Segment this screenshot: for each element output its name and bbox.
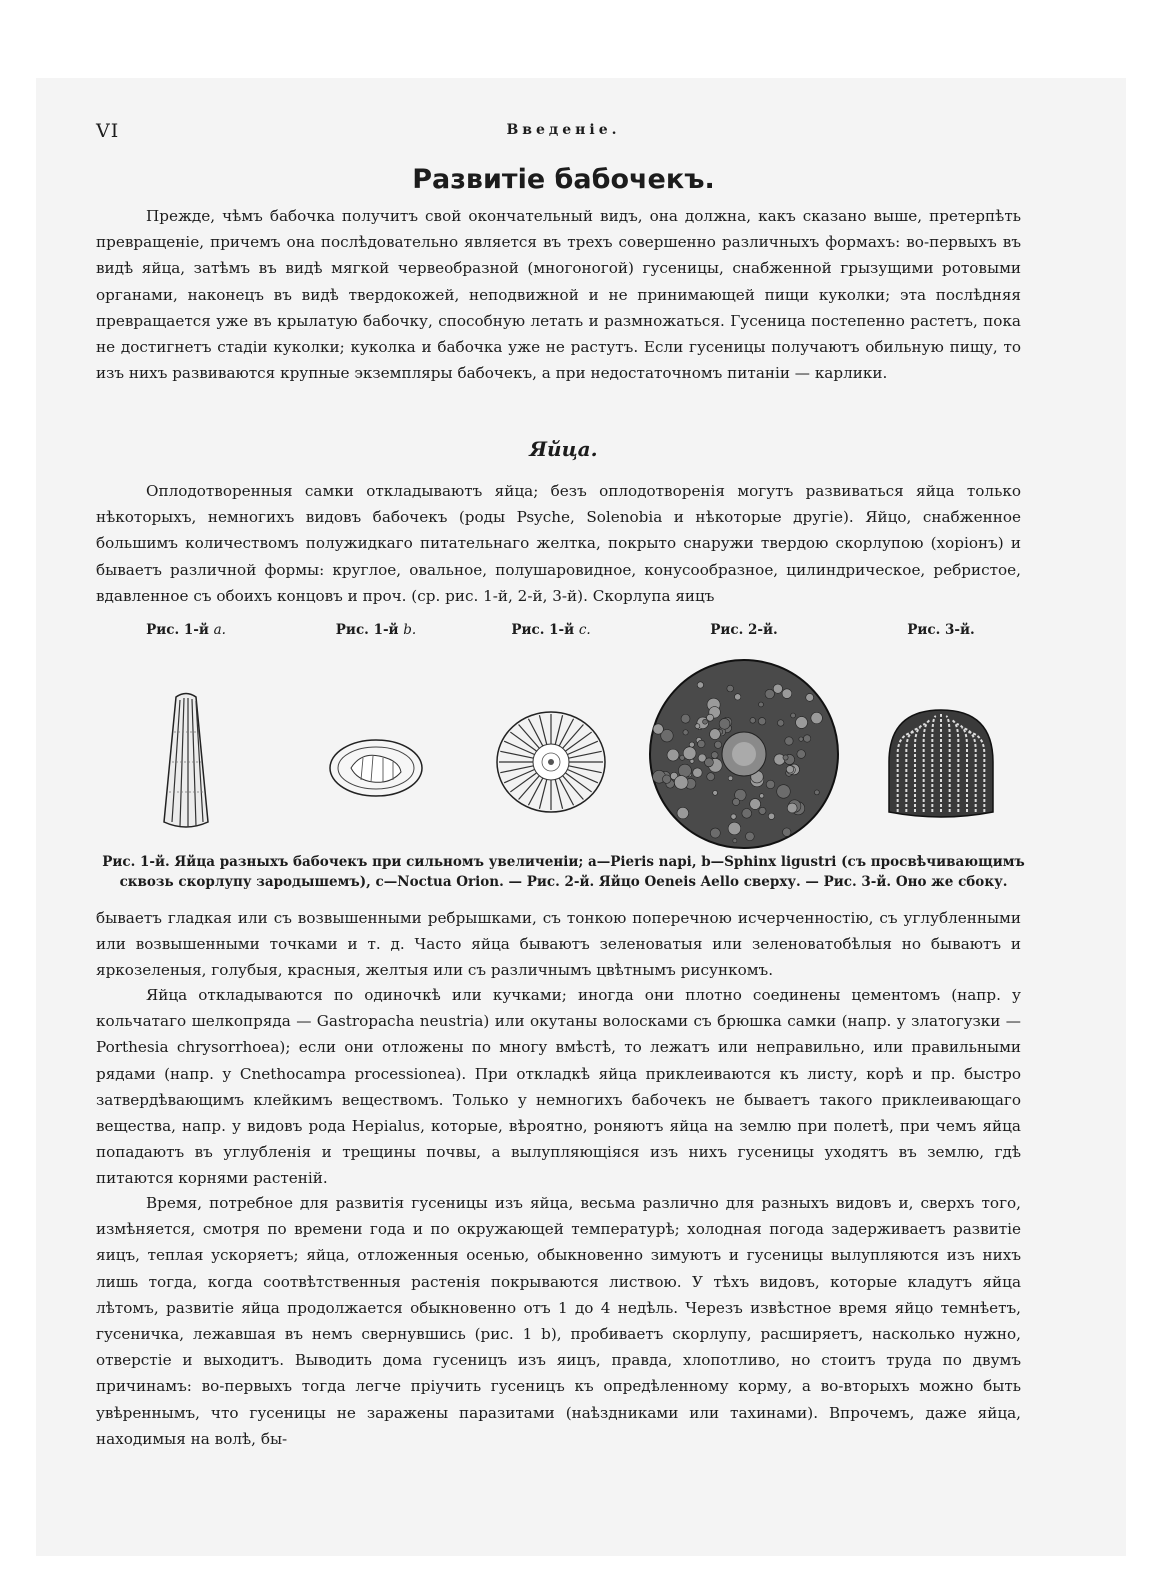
paragraph-eggs-3: Яйца откладываются по одиночкѣ или кучками; иногда они плотно соединены цементомъ (напр. у кольчатаго шелкопряда — Gastropacha neustria) или окутаны волосками съ брюшка самки (напр. у златогузки — Porthesia chrysorrhoea); если они отложены по многу вмѣстѣ, то лежатъ или неправильно, или правильными рядами (напр. у Cnethocampa processionea). При откладкѣ яйца приклеиваются къ листу, корѣ и пр. быстро затвердѣвающимъ клейкимъ веществомъ. Только у немногихъ бабочекъ не бываетъ такого приклеивающаго вещества, напр. у видовъ рода Hepialus, которые, вѣроятно, роняютъ яйца на землю при полетѣ, при чемъ яйца попадаютъ въ углубленія и трещины почвы, а вылупляющіяся изъ нихъ гусеницы уходятъ въ землю, гдѣ питаются корнями растеній. [96,986,1021,1188]
paragraph-eggs-1: Оплодотворенныя самки откладываютъ яйца; безъ оплодотворенія могутъ развиваться яйца только нѣкоторыхъ, немногихъ видовъ бабочекъ (роды Psyche, Solenobia и нѣкоторые другіе). Яйцо, снабженное большимъ количествомъ полужидкаго питательнаго желтка, покрыто снаружи твердою скорлупою (хоріонъ) и бываетъ различной формы: круглое, овальное, полушаровидное, конусообразное, цилиндрическое, ребристое, вдавленное съ обоихъ концовъ и проч. (ср. рис. 1-й, 2-й, 3-й). Скорлупа яицъ [96,482,1021,605]
paragraph-intro: Прежде, чѣмъ бабочка получитъ свой окончательный видъ, она должна, какъ сказано выше, претерпѣть превращеніе, причемъ она послѣдовательно является въ трехъ совершенно различныхъ формахъ: во-первыхъ въ видѣ яйца, затѣмъ въ видѣ мягкой червеобразной (многоногой) гусеницы, снабженной грызущими ротовыми органами, наконецъ въ видѣ твердокожей, неподвижной и не принимающей пищи куколки; эта послѣдняя превращается уже въ крылатую бабочку, способную летать и размножаться. Гусеница постепенно растетъ, пока не достигнетъ стадіи куколки; куколка и бабочка уже не растутъ. Если гусеницы получаютъ обильную пищу, то изъ нихъ развиваются крупные экземпляры бабочекъ, а при недостаточномъ питаніи — карлики. [96,207,1021,383]
egg-oeneis-side-illustration [881,652,1001,852]
paragraph-eggs-2: бываетъ гладкая или съ возвышенными ребрышками, съ тонкою поперечною исчерченностію, съ углубленными или возвышенными точками и т. д. Часто яйца бываютъ зеленоватыя или зеленоватобѣлыя но бываютъ и яркозеленыя, голубыя, красныя, желтыя или съ различнымъ цвѣтнымъ рисункомъ. [96,909,1021,980]
egg-pieris-illustration [136,652,236,852]
figure-1b-label: Рис. 1-й b. [335,622,417,638]
page-number: VI [96,120,120,142]
paragraph-eggs-4: Время, потребное для развитія гусеницы изъ яйца, весьма различно для разныхъ видовъ и, сверхъ того, измѣняется, смотря по времени года и по окружающей температурѣ; холодная погода задерживаетъ развитіе яицъ, теплая ускоряетъ; яйца, отложенныя осенью, обыкновенно зимуютъ и гусеницы вылупляются изъ нихъ лишь тогда, когда соотвѣтственныя растенія покрываются листвою. У тѣхъ видовъ, которые кладутъ яйца лѣтомъ, развитіе яйца продолжается обыкновенно отъ 1 до 4 недѣль. Черезъ извѣстное время яйцо темнѣетъ, гусеничка, лежавшая въ немъ свернувшись (рис. 1 b), пробиваетъ скорлупу, расширяетъ, насколько нужно, отверстіе и выходитъ. Выводить дома гусеницъ изъ яицъ, правда, хлопотливо, но стоитъ труда по двумъ причинамъ: во-первыхъ тогда легче пріучить гусеницъ къ опредѣленному корму, а во-вторыхъ можно быть увѣреннымъ, что гусеницы не заражены паразитами (наѣздниками или тахинами). Впрочемъ, даже яйца, находимыя на волѣ, бы- [96,1194,1021,1448]
figure-1a [136,622,236,854]
figure-3-label: Рис. 3-й. [907,622,975,638]
subsection-title: Яйца. [529,437,598,461]
egg-sphinx-illustration [321,652,431,852]
running-title: Введеніе. [506,122,621,138]
figure-row [96,622,1031,854]
figure-3 [881,622,1001,854]
figure-1c-label: Рис. 1-й c. [511,622,591,638]
figure-caption: Рис. 1-й. Яйца разныхъ бабочекъ при сильномъ увеличеніи; a—Pieris napi, b—Sphinx ligustri (съ просвѣчивающимъ сквозь скорлупу зародышемъ), c—Noctua Orion. — Рис. 2-й. Яйцо Oeneis Aello сверху. — Рис. 3-й. Оно же сбоку. [102,854,1025,890]
egg-noctua-illustration [491,652,611,852]
figure-2-label: Рис. 2-й. [710,622,778,638]
figure-1c [491,622,611,854]
figure-1b [321,622,431,854]
section-title: Развитіе бабочекъ. [412,164,715,195]
running-head [96,120,1031,146]
figure-2 [644,622,844,854]
egg-oeneis-top-illustration [644,654,844,854]
figure-1a-label: Рис. 1-й a. [146,622,226,638]
